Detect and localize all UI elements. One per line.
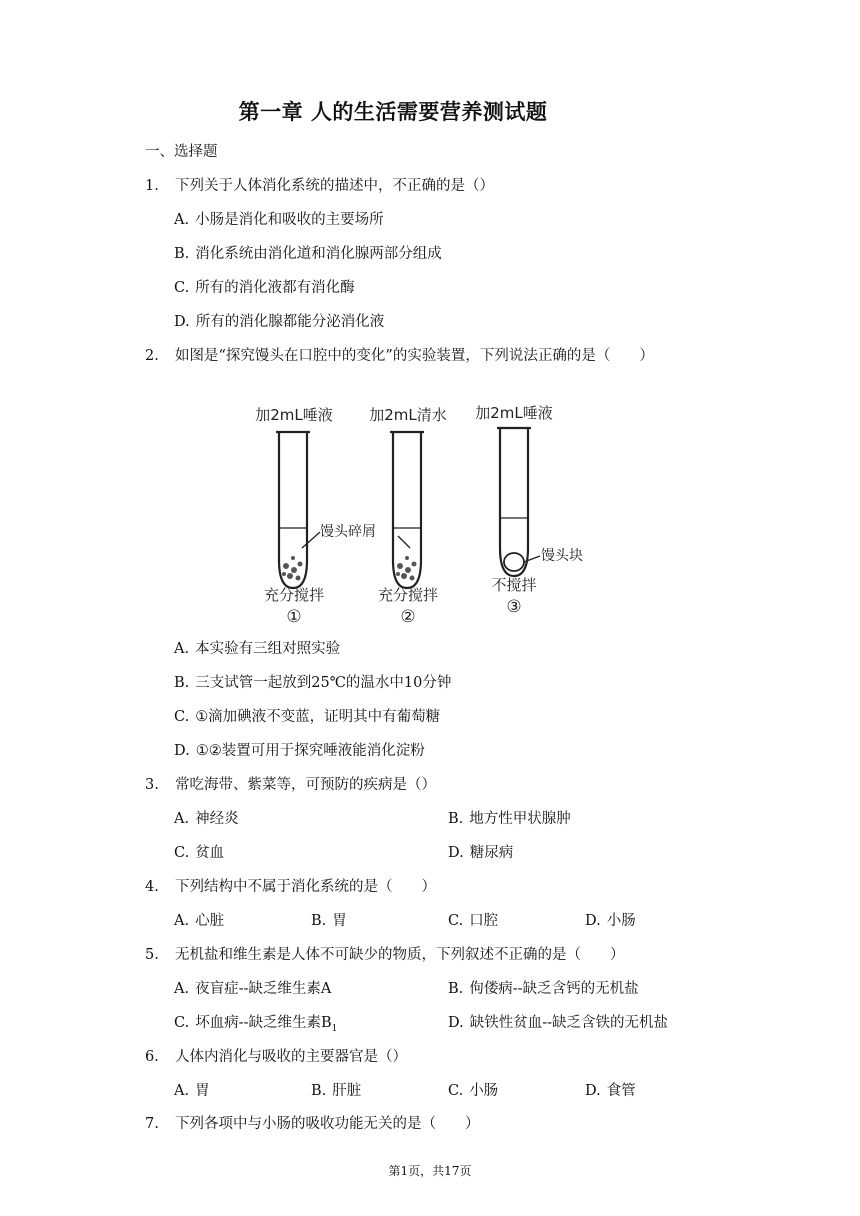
question-text: 下列结构中不属于消化系统的是（ ）: [175, 879, 436, 895]
option-label: B.: [311, 1083, 327, 1099]
option-text: 口腔: [469, 913, 499, 929]
option-label: C.: [174, 709, 190, 725]
subscript: 1: [331, 1023, 338, 1034]
tube-number-3: ③: [506, 597, 522, 617]
option-text: 糖尿病: [469, 845, 514, 861]
option-label: A.: [174, 981, 190, 997]
top-label-2: 加2mL清水: [369, 406, 447, 424]
option-text: 坏血病--缺乏维生素B: [195, 1015, 332, 1031]
question-text: 下列关于人体消化系统的描述中，不正确的是（）: [175, 178, 494, 194]
option-label: B.: [174, 246, 190, 262]
section-heading: 一、选择题: [145, 144, 218, 160]
annotation-crumbs: 馒头碎屑: [320, 524, 376, 540]
option-1d[interactable]: [174, 310, 384, 331]
option-label: B.: [448, 811, 464, 827]
option-text: 三支试管一起放到25℃的温水中10分钟: [195, 675, 452, 691]
option-text: 所有的消化腺都能分泌消化液: [195, 314, 385, 330]
question-number: 6.: [145, 1049, 159, 1065]
option-label: C.: [448, 1083, 464, 1099]
option-2b[interactable]: [174, 671, 451, 692]
page-footer: 第1页，共17页: [388, 1164, 472, 1178]
option-label: C.: [448, 913, 464, 929]
option-label: A.: [174, 212, 190, 228]
option-label: D.: [585, 1083, 601, 1099]
crumbs-2: [396, 556, 417, 581]
option-label: C.: [174, 1015, 190, 1031]
option-label: C.: [174, 280, 190, 296]
question-4: [145, 875, 436, 896]
question-number: 1.: [145, 178, 159, 194]
option-6a[interactable]: [174, 1079, 210, 1100]
question-text: 常吃海带、紫菜等，可预防的疾病是（）: [175, 777, 436, 793]
page-title: 第一章 人的生活需要营养测试题: [238, 99, 548, 124]
bottom-label-1: 充分搅拌: [263, 586, 325, 604]
tube-number-2: ②: [400, 607, 416, 627]
option-text: 缺铁性贫血--缺乏含铁的无机盐: [469, 1015, 669, 1031]
option-label: D.: [585, 913, 601, 929]
question-text: 人体内消化与吸收的主要器官是（）: [175, 1049, 407, 1065]
option-5d[interactable]: [448, 1011, 668, 1032]
option-3d[interactable]: [448, 841, 513, 862]
question-number: 4.: [145, 879, 159, 895]
bread-block: [504, 553, 524, 571]
option-text: 胃: [332, 913, 347, 929]
option-3b[interactable]: [448, 807, 571, 828]
option-label: A.: [174, 641, 190, 657]
question-7: [145, 1112, 480, 1133]
option-text: 本实验有三组对照实验: [195, 641, 341, 657]
option-text: 消化系统由消化道和消化腺两部分组成: [195, 246, 442, 262]
option-text: 食管: [606, 1083, 636, 1099]
option-label: D.: [448, 1015, 464, 1031]
question-number: 7.: [145, 1116, 159, 1132]
question-text: 如图是“探究馒头在口腔中的变化”的实验装置，下列说法正确的是（ ）: [175, 348, 654, 364]
test-tube-1: [279, 432, 307, 588]
option-2d[interactable]: [174, 739, 425, 760]
option-label: C.: [174, 845, 190, 861]
bottom-label-2: 充分搅拌: [377, 586, 439, 604]
option-text: 所有的消化液都有消化酶: [195, 280, 355, 296]
option-1b[interactable]: [174, 242, 442, 263]
option-3a[interactable]: [174, 807, 239, 828]
annotation-block: 馒头块: [541, 548, 583, 564]
option-2a[interactable]: [174, 637, 340, 658]
option-label: A.: [174, 913, 190, 929]
option-text: 神经炎: [195, 811, 239, 827]
option-label: A.: [174, 1083, 190, 1099]
question-number: 2.: [145, 348, 159, 364]
option-text: 佝偻病--缺乏含钙的无机盐: [469, 981, 639, 997]
option-label: D.: [448, 845, 464, 861]
option-1a[interactable]: [174, 208, 384, 229]
question-2: [145, 344, 654, 365]
option-6d[interactable]: [585, 1079, 636, 1100]
option-5c[interactable]: [174, 1011, 337, 1034]
option-text: 小肠: [606, 913, 636, 929]
question-3: [145, 773, 436, 794]
option-label: B.: [311, 913, 327, 929]
option-6b[interactable]: [311, 1079, 361, 1100]
top-label-1: 加2mL唾液: [255, 406, 333, 424]
option-text: 小肠是消化和吸收的主要场所: [195, 212, 384, 228]
question-1: [145, 174, 494, 195]
option-6c[interactable]: [448, 1079, 498, 1100]
option-label: D.: [174, 314, 190, 330]
experiment-figure: [248, 398, 588, 630]
option-5a[interactable]: [174, 977, 331, 998]
option-text: 地方性甲状腺肿: [469, 811, 571, 827]
option-text: ①滴加碘液不变蓝，证明其中有葡萄糖: [195, 709, 441, 725]
option-text: 胃: [195, 1083, 210, 1099]
test-tube-2: [393, 432, 421, 588]
option-text: 心脏: [195, 913, 225, 929]
option-text: 小肠: [469, 1083, 499, 1099]
option-label: A.: [174, 811, 190, 827]
option-4b[interactable]: [311, 909, 347, 930]
option-label: B.: [174, 675, 190, 691]
question-number: 5.: [145, 947, 159, 963]
question-text: 无机盐和维生素是人体不可缺少的物质，下列叙述不正确的是（ ）: [175, 947, 625, 963]
option-text: 肝脏: [332, 1083, 362, 1099]
tube-number-1: ①: [286, 607, 302, 627]
bottom-label-3: 不搅拌: [491, 576, 537, 594]
option-5b[interactable]: [448, 977, 639, 998]
option-1c[interactable]: [174, 276, 355, 297]
option-4d[interactable]: [585, 909, 636, 930]
question-number: 3.: [145, 777, 159, 793]
question-6: [145, 1045, 407, 1066]
option-label: D.: [174, 743, 190, 759]
option-2c[interactable]: [174, 705, 440, 726]
option-4c[interactable]: [448, 909, 498, 930]
option-4a[interactable]: [174, 909, 224, 930]
option-label: B.: [448, 981, 464, 997]
option-text: 贫血: [195, 845, 225, 861]
question-5: [145, 943, 625, 964]
option-text: ①②装置可用于探究唾液能消化淀粉: [195, 743, 425, 759]
option-3c[interactable]: [174, 841, 224, 862]
crumbs-1: [282, 556, 303, 581]
top-label-3: 加2mL唾液: [475, 404, 553, 422]
question-text: 下列各项中与小肠的吸收功能无关的是（ ）: [175, 1116, 480, 1132]
option-text: 夜盲症--缺乏维生素A: [195, 981, 332, 997]
